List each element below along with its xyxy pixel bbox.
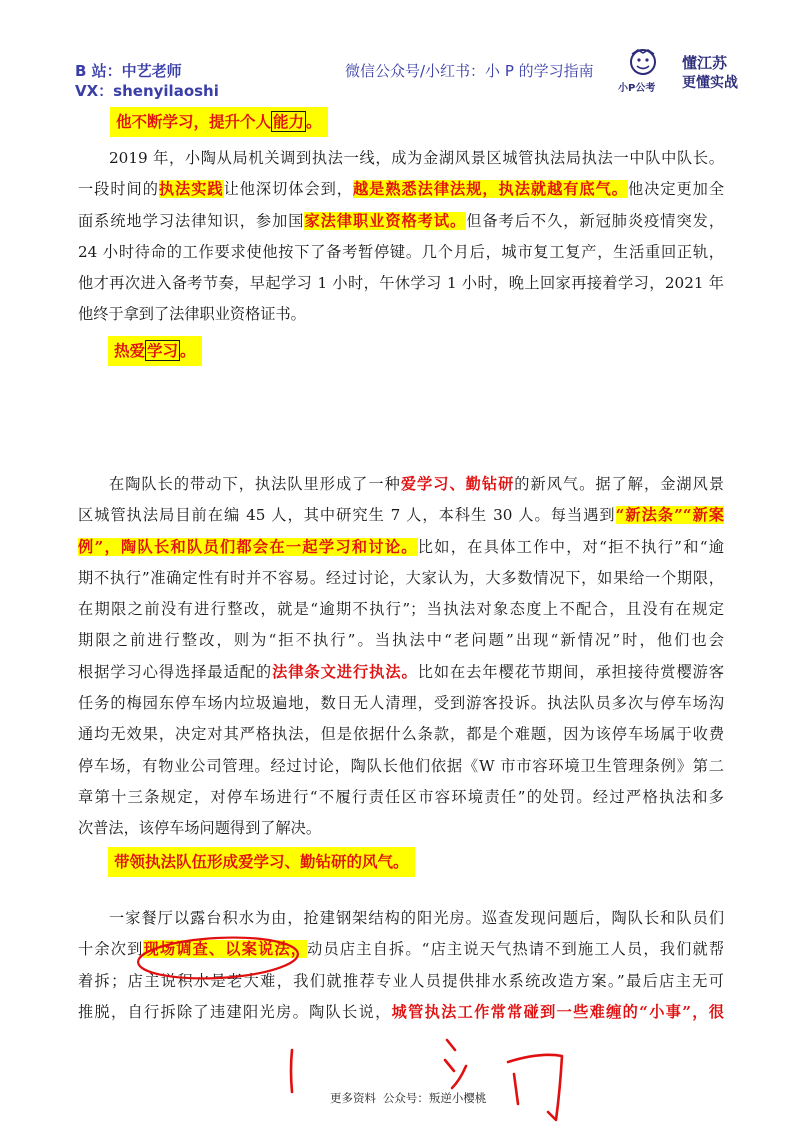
- p2-line-11: 章第十三条规定，对停车场进行“不履行责任区市容环境责任”的处罚。经过严格执法和多: [78, 787, 724, 806]
- p2-line-9: 通均无效果，决定对其严格执法，但是依据什么条款，都是个难题，因为该停车场属于收费: [78, 725, 724, 744]
- p2-line-7: [78, 657, 724, 688]
- p2-line-1: [78, 469, 724, 500]
- p2-line-10: 停车场，有物业公司管理。经过讨论，陶队长他们依据《W 市市容环境卫生管理条例》第二: [78, 756, 724, 775]
- section-heading-2: [108, 336, 202, 366]
- highlight-law-confidence: 越是熟悉法律法规，执法就越有底气。: [352, 180, 628, 199]
- p2-line-5: 在期限之前没有进行整改，就是“逾期不执行”；当执法对象态度上不配合，且没有在规定: [78, 600, 724, 619]
- p2-l7-c: 比如在去年樱花节期间，承担接待赏樱游客: [417, 662, 725, 681]
- p2-line-6: 期限之前进行整改，则为“拒不执行”。当执法中“老问题”出现“新情况”时，他们也会: [78, 631, 724, 650]
- paragraph-1: [78, 143, 724, 331]
- section-heading-3: 带领执法队伍形成爱学习、勤钻研的风气。: [108, 847, 415, 877]
- highlight-discuss-together: 例”，陶队长和队员们都会在一起学习和讨论。: [78, 537, 418, 556]
- p2-l1-a: 在陶队长的带动下，执法队里形成了一种: [109, 475, 401, 493]
- wechat-id-label: VX：shenyilaoshi: [75, 82, 219, 100]
- bilibili-label: B 站：中艺老师: [75, 62, 182, 80]
- p2-l2-a: 区城管执法局目前在编 45 人，其中研究生 7 人，本科生 30 人。每当遇到: [78, 506, 616, 525]
- p1-l3-a: 面系统地学习法律知识，参加国: [78, 211, 305, 230]
- red-small-matters: 城管执法工作常常碰到一些难缠的“小事”，很: [391, 1002, 724, 1021]
- footer-source: 更多资料 公众号：叛逆小樱桃: [330, 1091, 487, 1105]
- p1-l2-e: 他决定更加全: [627, 180, 725, 199]
- heading-2-end: 。: [180, 341, 196, 360]
- p3-l4-a: 推脱，自行拆除了违建阳光房。陶队长说，: [78, 1002, 392, 1021]
- p2-l3-b: 比如，在具体工作中，对“拒不执行”和“逾: [417, 537, 724, 556]
- brand-logo: [618, 46, 758, 94]
- p3-l2-c: 动员店主自拆。“店主说天气热请不到施工人员，我们就帮: [307, 940, 725, 959]
- pen-stroke-6: [514, 1074, 518, 1104]
- pen-stroke-4: [452, 1066, 466, 1088]
- highlight-new-law: “新法条”“新案: [615, 506, 724, 525]
- p1-l2-c: 让他深切体会到，: [223, 180, 353, 199]
- paragraph-2: [78, 469, 724, 845]
- p2-line-12: 次普法，该停车场问题得到了解决。: [78, 819, 321, 838]
- highlight-law-exam: 家法律职业资格考试。: [304, 211, 467, 230]
- p1-line-4: 24 小时待命的工作要求使他按下了备考暂停键。几个月后，城市复工复产，生活重回正轨，: [78, 242, 724, 261]
- p3-line-2: [78, 934, 724, 965]
- p2-l1-c: 的新风气。据了解，金湖风景: [514, 475, 725, 493]
- pen-stroke-3: [445, 1060, 454, 1071]
- pen-stroke-1: [291, 1050, 292, 1092]
- p1-l2-a: 一段时间的: [78, 180, 159, 199]
- p3-line-4: [78, 997, 724, 1028]
- paragraph-3: [78, 903, 724, 1028]
- logo-slogan-line1: 懂江苏: [682, 54, 728, 72]
- section-heading-1: [110, 107, 328, 137]
- p1-line-2: [78, 174, 724, 205]
- heading-1-text: 他不断学习，提升个人: [116, 112, 272, 131]
- heading-1-boxed-word: 能力: [273, 112, 305, 131]
- p1-l3-c: 但备考后不久，新冠肺炎疫情突发，: [466, 211, 725, 230]
- heading-2-boxed-word: 学习: [147, 341, 179, 360]
- p2-line-8: 任务的梅园东停车场内垃圾遍地，数日无人清理，受到游客投诉。执法队员多次与停车场沟: [78, 694, 724, 713]
- logo-slogan-line2: 更懂实战: [682, 75, 738, 91]
- red-law-enforcement: 法律条文进行执法。: [272, 662, 418, 681]
- official-account-label: 微信公众号/小红书：小 P 的学习指南: [345, 62, 594, 80]
- p1-line-1: 2019 年，小陶从局机关调到执法一线，成为金湖风景区城管执法局执法一中队中队长。: [109, 149, 724, 167]
- highlight-law-practice: 执法实践: [158, 180, 224, 199]
- p2-l7-a: 根据学习心得选择最适配的: [78, 662, 273, 681]
- p3-line-1: 一家餐厅以露台积水为由，抢建钢架结构的阳光房。巡查发现问题后，陶队长和队员们: [109, 909, 724, 927]
- logo-subtitle: 小P公考: [618, 83, 656, 94]
- pen-stroke-2: [447, 1040, 455, 1050]
- p1-line-3: [78, 206, 724, 237]
- p2-line-2: [78, 500, 724, 531]
- p3-l2-a: 十余次到: [78, 940, 144, 959]
- p2-line-3: [78, 532, 724, 563]
- p1-line-5: 他才再次进入备考节奏，早起学习 1 小时，午休学习 1 小时，晚上回家再接着学习，2021 年: [78, 274, 724, 293]
- highlight-site-investigation: 现场调查、以案说法，: [143, 940, 308, 959]
- p2-line-4: 期不执行”准确定性有时并不容易。经过讨论，大家认为，大多数情况下，如果给一个期限，: [78, 568, 724, 587]
- heading-1-end: 。: [306, 112, 322, 131]
- p3-line-3: 着拆；店主说积水是老大难，我们就推荐专业人员提供排水系统改造方案。”最后店主无可: [78, 971, 724, 990]
- p1-line-6: 他终于拿到了法律职业资格证书。: [78, 305, 306, 324]
- red-love-study: 爱学习、勤钻研: [400, 475, 515, 493]
- heading-2-text: 热爱: [114, 341, 146, 360]
- pen-stroke-5: [508, 1055, 562, 1120]
